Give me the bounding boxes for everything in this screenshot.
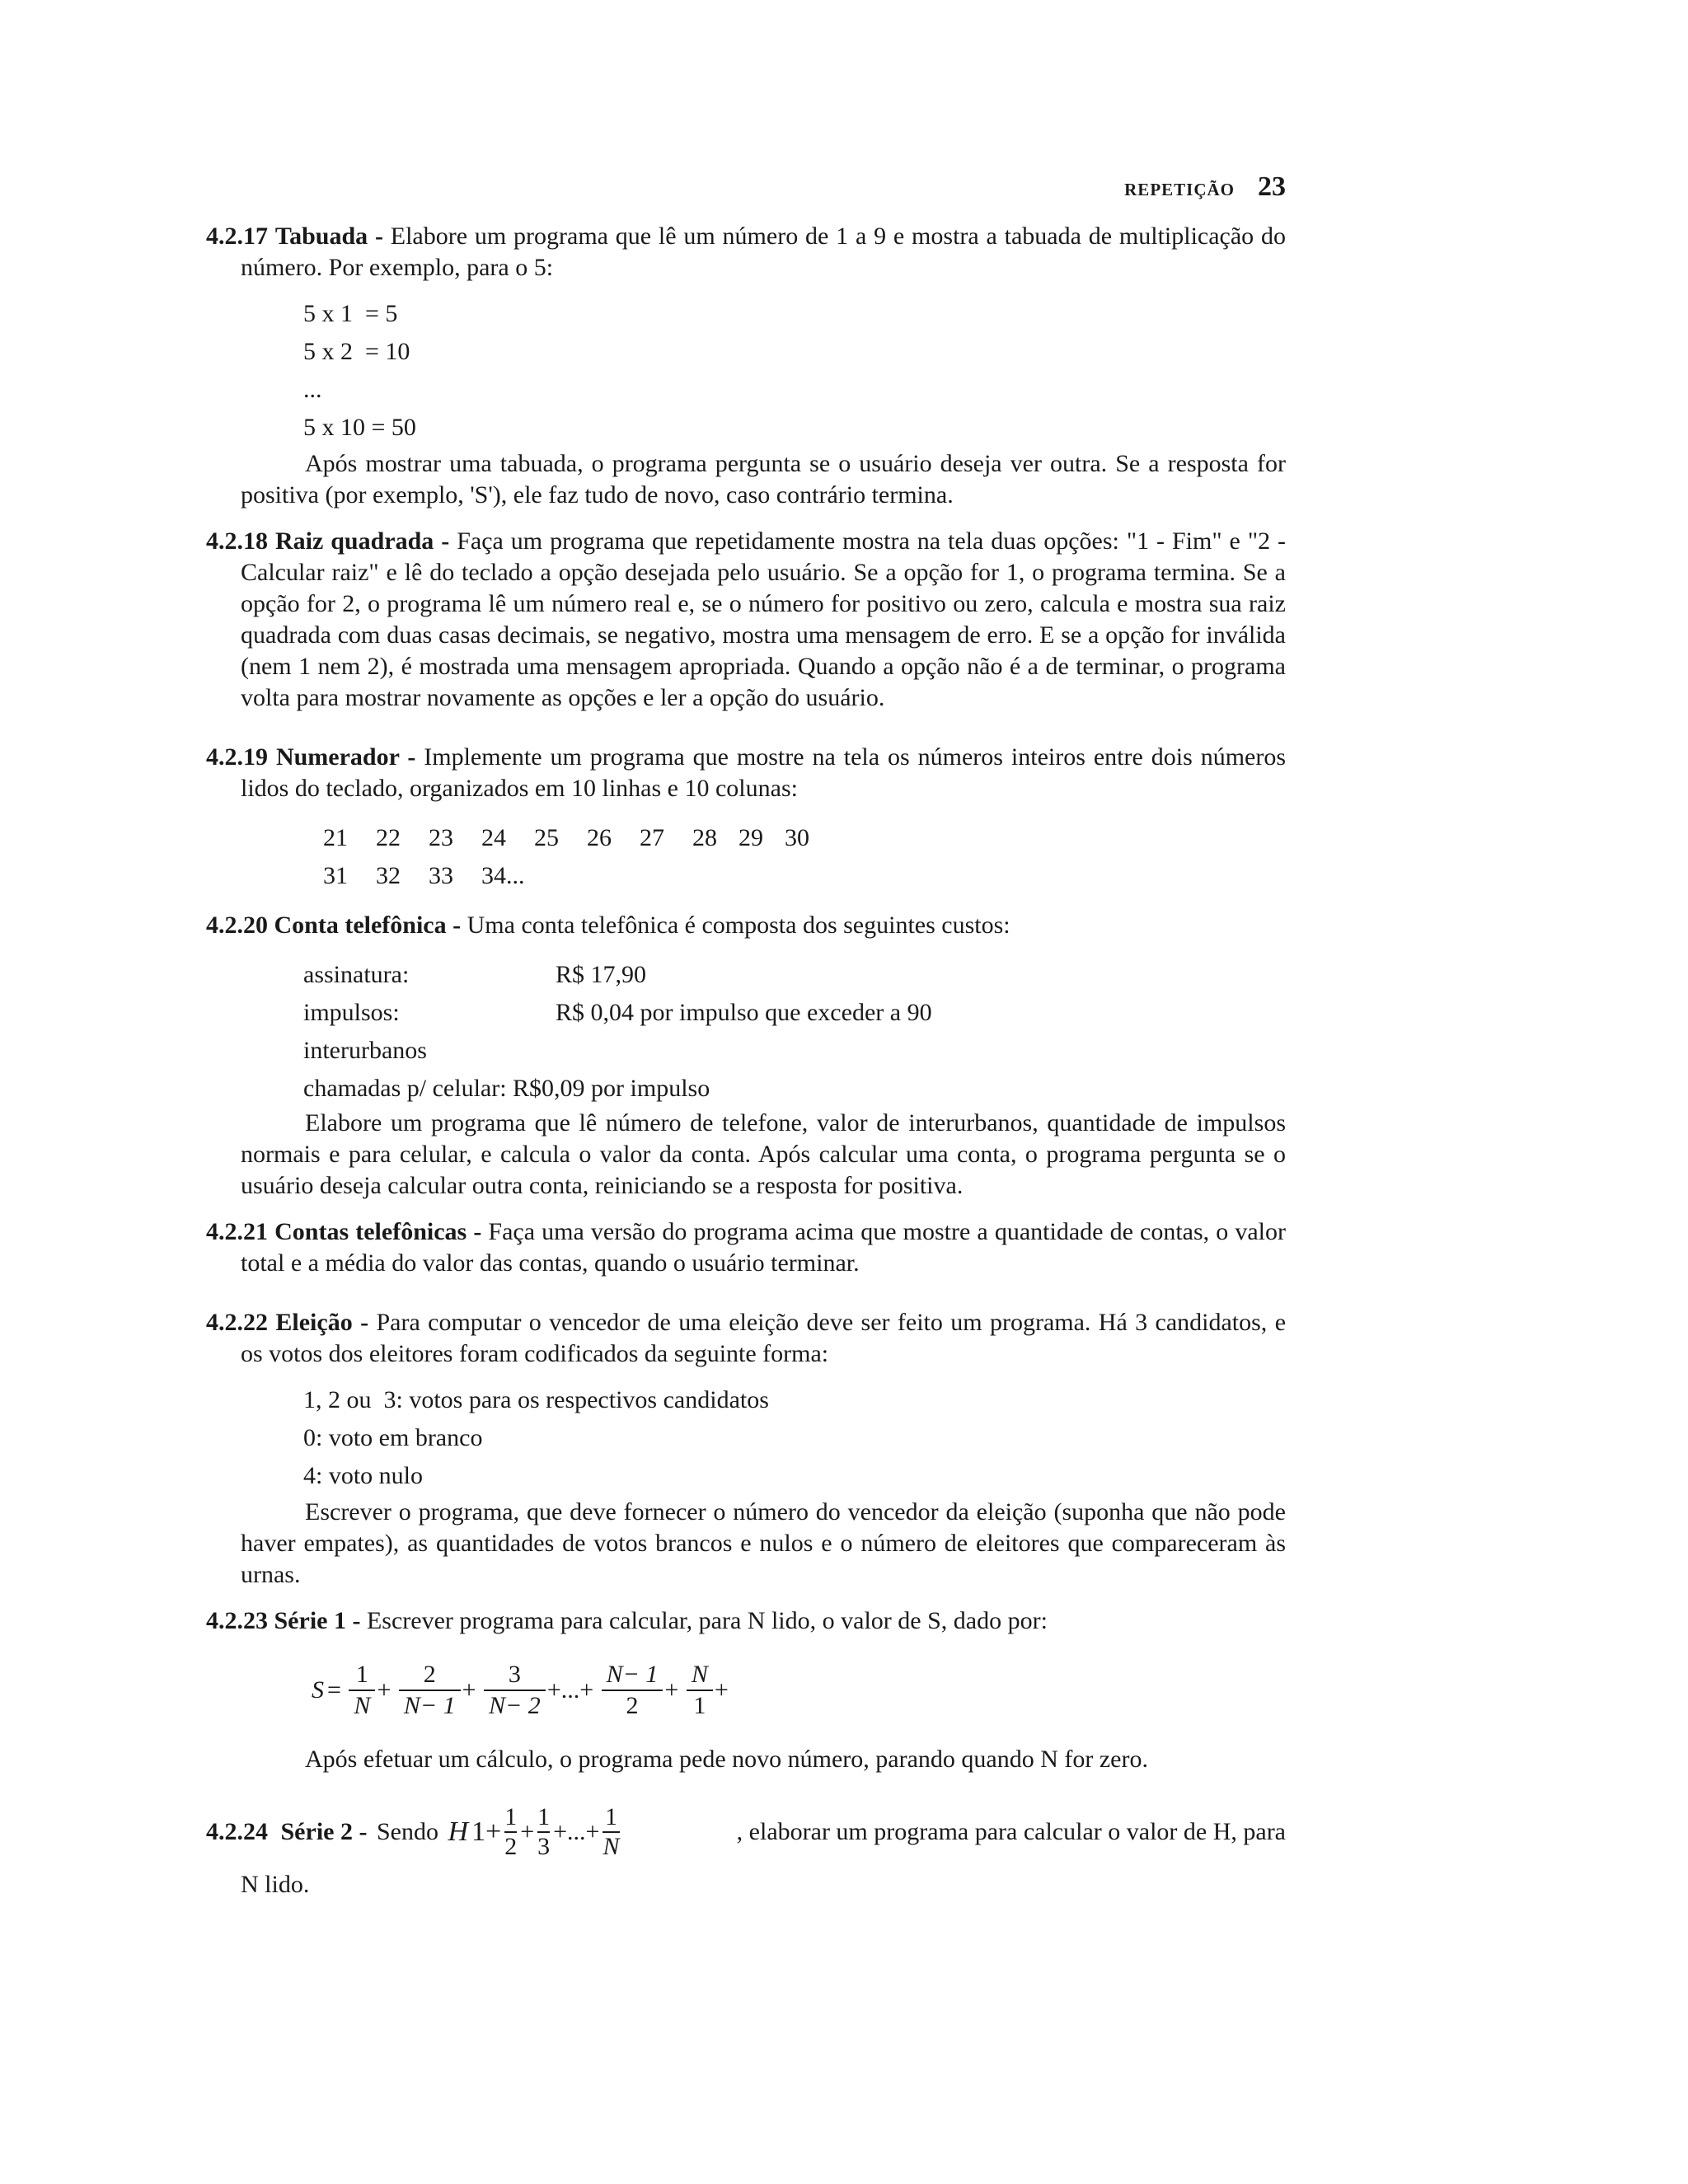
exercise-title: Conta telefônica - [274,912,462,939]
exercise-continuation: Após efetuar um cálculo, o programa pede novo número, parando quando N for zero. [305,1746,1148,1773]
exercise-statement [206,1795,1286,1869]
section-title: REPETIÇÃO [1124,180,1235,199]
example-line: 5 x 1 = 5 [303,300,398,327]
exercise-title: Série 2 - [280,1818,368,1845]
example-line: 5 x 2 = 10 [303,338,410,365]
grid-cell: 24 [481,824,506,851]
term-denominator: 2 [504,1833,518,1860]
cost-row [303,1032,1286,1070]
grid-cell: 33 [429,862,453,889]
exercise-text: , elaborar um programa para calcular o valor de H, para [736,1818,1286,1845]
term-denominator: 2 [626,1692,639,1719]
formula-one: 1+ [471,1816,502,1847]
exercise-number: 4.2.17 [206,223,268,250]
formula-lhs: S [312,1676,324,1704]
exercise-statement [206,742,1286,804]
example-line: ... [303,376,322,403]
exercise-title: Contas telefônicas - [274,1218,482,1245]
exercise-number: 4.2.20 [206,912,268,939]
formula-term [602,1660,663,1721]
grid-cell: 30 [785,824,809,851]
exercise-number: 4.2.24 [206,1818,268,1845]
exercise-text: Sendo [370,1818,445,1845]
vote-codes [303,1381,1286,1495]
exercise-4-2-17 [206,221,1286,511]
grid-row [323,819,1286,857]
cost-list [303,956,1286,1108]
term-numerator: N− 1 [606,1661,659,1688]
page-content [206,221,1286,1915]
cost-label: assinatura: [303,961,410,988]
exercise-text: Para computar o vencedor de uma eleição deve ser feito um programa. Há 3 candidatos, e os votos dos eleitores foram codificados da seguinte forma: [241,1309,1287,1367]
exercise-statement [206,526,1286,714]
exercise-text: Implemente um programa que mostre na tela os números inteiros entre dois números lidos do teclado, organizados em 10 linhas e 10 colunas: [241,743,1287,802]
exercise-text: Escrever programa para calcular, para N lido, o valor de S, dado por: [360,1607,1048,1634]
formula-dots: +...+ [553,1818,600,1845]
grid-cell: 34... [481,862,525,889]
formula-term [537,1803,550,1861]
exercise-text: Uma conta telefônica é composta dos seguintes custos: [461,912,1010,939]
exercise-text: Elabore um programa que lê um número de 1 a 9 e mostra a tabuada de multiplicação do número. Por exemplo, para o 5: [241,223,1286,281]
exercise-text: Faça uma versão do programa acima que mostre a quantidade de contas, o valor total e a média do valor das contas, quando o usuário terminar. [241,1218,1287,1277]
formula-plus: + [520,1818,535,1845]
formula-term [504,1803,517,1861]
formula-h: H [448,1816,469,1847]
cost-row [303,956,1286,994]
page-number: 23 [1258,171,1286,202]
exercise-number: 4.2.21 [206,1218,268,1245]
grid-cell: 28 [692,824,717,851]
exercise-number: 4.2.19 [206,743,268,771]
exercise-text: Faça um programa que repetidamente mostra na tela duas opções: "1 - Fim" e "2 - Calcular raiz" e lê do teclado a opção desejada pelo usuário. Se a opção for 1, o programa termina. Se a opção for 2, o programa lê um número real e, se o número for positivo ou zero, calcula e mostra sua raiz quadrada com duas casas decimais, se negativo, mostra uma mensagem de erro. E se a opção for inválida (nem 1 nem 2), é mostrada uma mensagem apropriada. Quando a opção não é a de terminar, o programa volta para mostrar novamente as opções e ler a opção do usuário. [241,527,1287,711]
cost-label: interurbanos [303,1037,427,1064]
exercise-statement [206,910,1286,941]
exercise-title: Eleição - [275,1309,369,1336]
grid-cell: 27 [640,824,664,851]
term-denominator: 1 [693,1692,706,1719]
exercise-4-2-20 [206,910,1286,1202]
cost-value: R$ 17,90 [556,961,647,988]
grid-cell: 21 [323,824,348,851]
exercise-number: 4.2.23 [206,1607,268,1634]
exercise-4-2-22 [206,1307,1286,1591]
grid-cell: 22 [376,824,401,851]
term-numerator: 1 [355,1661,368,1688]
formula-term [484,1660,546,1721]
formula-equals: = [327,1676,341,1704]
exercise-4-2-21 [206,1216,1286,1279]
term-numerator: N [691,1661,708,1688]
term-numerator: 2 [423,1661,436,1688]
exercise-continuation: Após mostrar uma tabuada, o programa pergunta se o usuário deseja ver outra. Se a resposta for positiva (por exemplo, 'S'), ele faz tudo de novo, caso contrário termina. [241,450,1286,509]
exercise-4-2-18 [206,526,1286,714]
cost-row [303,994,1286,1032]
formula-term [349,1660,375,1721]
example-line: 5 x 10 = 50 [303,414,416,441]
formula-term [687,1660,713,1721]
grid-row [323,857,1286,895]
cost-label: impulsos: [303,999,400,1026]
term-denominator: 3 [537,1833,551,1860]
exercise-title: Série 1 - [274,1607,361,1634]
formula-plus: + [714,1676,729,1704]
term-denominator: N [603,1833,620,1860]
exercise-title: Numerador - [275,743,416,771]
formula-plus: + [462,1676,476,1704]
series-formula [310,1660,1286,1736]
grid-cell: 29 [738,824,763,851]
vote-code-line: 1, 2 ou 3: votos para os respectivos candidatos [303,1386,769,1413]
example-lines [303,295,1286,447]
formula-dots: +...+ [546,1676,594,1704]
number-grid [323,819,1286,895]
term-denominator: N− 2 [489,1692,541,1719]
exercise-statement [206,1605,1286,1637]
term-numerator: 1 [537,1803,551,1830]
formula-term [399,1660,461,1721]
formula-plus: + [664,1676,679,1704]
term-numerator: 1 [504,1803,518,1830]
exercise-4-2-19 [206,742,1286,895]
exercise-title: Tabuada - [274,223,383,250]
exercise-continuation: Escrever o programa, que deve fornecer o número do vencedor da eleição (suponha que não pode haver empates), as quantidades de votos brancos e nulos e o número de eleitores que compareceram às urnas. [241,1498,1286,1588]
exercise-4-2-23 [206,1605,1286,1775]
exercise-number: 4.2.22 [206,1309,268,1336]
cost-value: R$ 0,04 por impulso que exceder a 90 [556,999,932,1026]
grid-cell: 31 [323,862,348,889]
term-denominator: N [354,1692,371,1719]
cost-label: chamadas p/ celular: R$0,09 por impulso [303,1075,710,1102]
exercise-continuation: N lido. [241,1871,310,1898]
exercise-statement [206,1216,1286,1279]
formula-term [603,1803,619,1861]
exercise-continuation: Elabore um programa que lê número de telefone, valor de interurbanos, quantidade de impulsos normais e para celular, e calcula o valor da conta. Após calcular uma conta, o programa pergunta se o usuário deseja calcular outra conta, reiniciando se a resposta for positiva. [241,1109,1286,1199]
term-numerator: 1 [604,1803,617,1830]
exercise-4-2-24 [206,1795,1286,1900]
term-numerator: 3 [508,1661,521,1688]
cost-row [303,1070,1286,1108]
exercise-title: Raiz quadrada - [274,527,450,555]
grid-cell: 26 [587,824,612,851]
exercise-statement [206,1307,1286,1370]
page-header [1104,171,1286,205]
term-denominator: N− 1 [403,1692,456,1719]
series-2-expression [206,1803,620,1861]
exercise-statement [206,221,1286,284]
formula-plus: + [377,1676,392,1704]
vote-code-line: 4: voto nulo [303,1462,424,1489]
vote-code-line: 0: voto em branco [303,1424,483,1451]
grid-cell: 32 [376,862,401,889]
grid-cell: 23 [429,824,453,851]
exercise-number: 4.2.18 [206,527,268,555]
grid-cell: 25 [534,824,559,851]
